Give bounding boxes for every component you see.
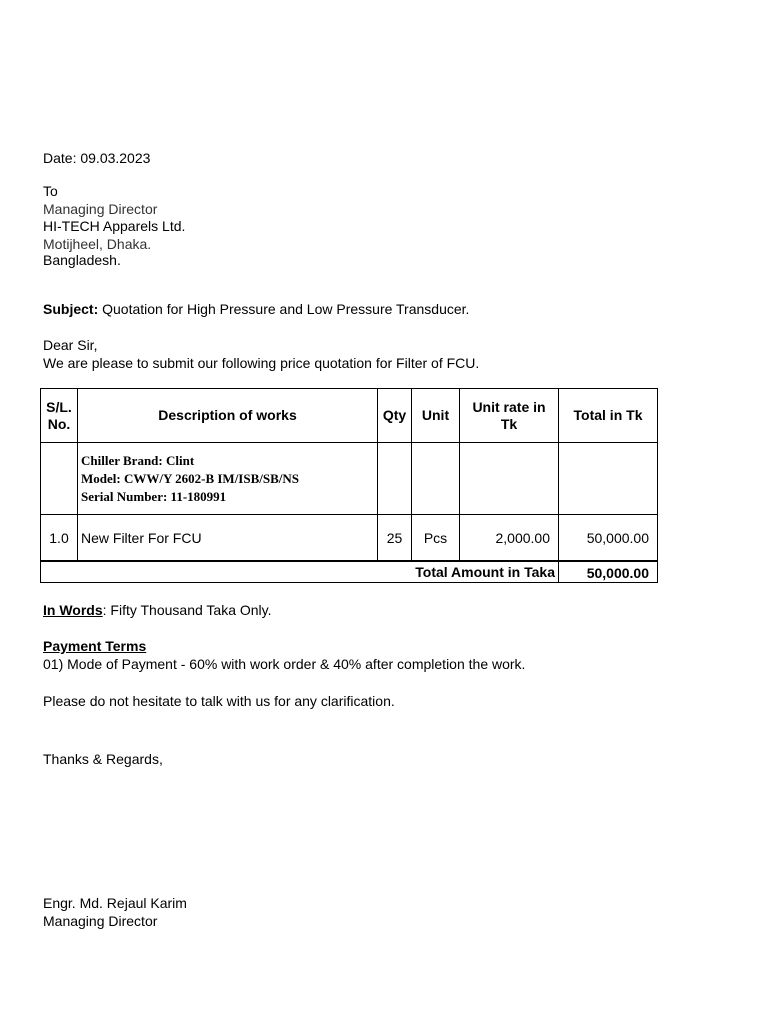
- header-sl: [40, 388, 78, 443]
- header-qty: Qty: [377, 388, 412, 443]
- total-value: 50,000.00: [558, 560, 658, 583]
- regards: Thanks & Regards,: [43, 751, 163, 767]
- signatory-title: Managing Director: [43, 913, 158, 929]
- header-description: Description of works: [77, 388, 378, 443]
- info-unit-cell: [411, 442, 460, 515]
- subject-text: Quotation for High Pressure and Low Pressure Transducer.: [102, 301, 470, 317]
- recipient-title: Managing Director: [43, 201, 158, 217]
- subject-label: Subject:: [43, 301, 99, 317]
- in-words-line: [43, 602, 272, 619]
- recipient-country: Bangladesh.: [43, 252, 121, 268]
- header-rate-line2: Tk: [500, 415, 518, 432]
- table-row-description: New Filter For FCU: [77, 514, 378, 561]
- date-line: Date: 09.03.2023: [43, 150, 151, 166]
- recipient-company: HI-TECH Apparels Ltd.: [43, 218, 186, 234]
- total-label: Total Amount in Taka: [40, 560, 559, 583]
- closing-note: Please do not hesitate to talk with us for any clarification.: [43, 693, 395, 709]
- table-row-unit: Pcs: [411, 514, 460, 561]
- info-sl-cell: [40, 442, 78, 515]
- info-total-cell: [558, 442, 658, 515]
- header-total: Total in Tk: [558, 388, 658, 443]
- header-rate-line1: Unit rate in: [472, 398, 546, 415]
- info-rate-cell: [459, 442, 559, 515]
- table-row-total: 50,000.00: [558, 514, 658, 561]
- recipient-to: To: [43, 183, 58, 199]
- chiller-serial: Serial Number: 11-180991: [81, 489, 227, 504]
- payment-terms-heading: Payment Terms: [43, 638, 147, 654]
- recipient-address: Motijheel, Dhaka.: [43, 236, 152, 252]
- signatory-name: Engr. Md. Rejaul Karim: [43, 895, 187, 911]
- payment-terms-item: 01) Mode of Payment - 60% with work order & 40% after completion the work.: [43, 656, 526, 672]
- salutation: Dear Sir,: [43, 337, 98, 353]
- info-qty-cell: [377, 442, 412, 515]
- header-sl-line1: S/L.: [46, 398, 72, 415]
- chiller-model: Model: CWW/Y 2602-B IM/ISB/SB/NS: [81, 471, 300, 486]
- subject-line: [43, 301, 469, 318]
- header-unit: Unit: [411, 388, 460, 443]
- in-words-text: : Fifty Thousand Taka Only.: [102, 602, 272, 618]
- header-unit-rate: [459, 388, 559, 443]
- in-words-label: In Words: [43, 602, 103, 618]
- table-row-qty: 25: [377, 514, 412, 561]
- table-row-rate: 2,000.00: [459, 514, 559, 561]
- intro-text: We are please to submit our following price quotation for Filter of FCU.: [43, 355, 480, 371]
- header-sl-line2: No.: [47, 415, 71, 432]
- chiller-brand: Chiller Brand: Clint: [81, 453, 195, 468]
- info-description-cell: [77, 442, 378, 515]
- table-row-sl: 1.0: [40, 514, 78, 561]
